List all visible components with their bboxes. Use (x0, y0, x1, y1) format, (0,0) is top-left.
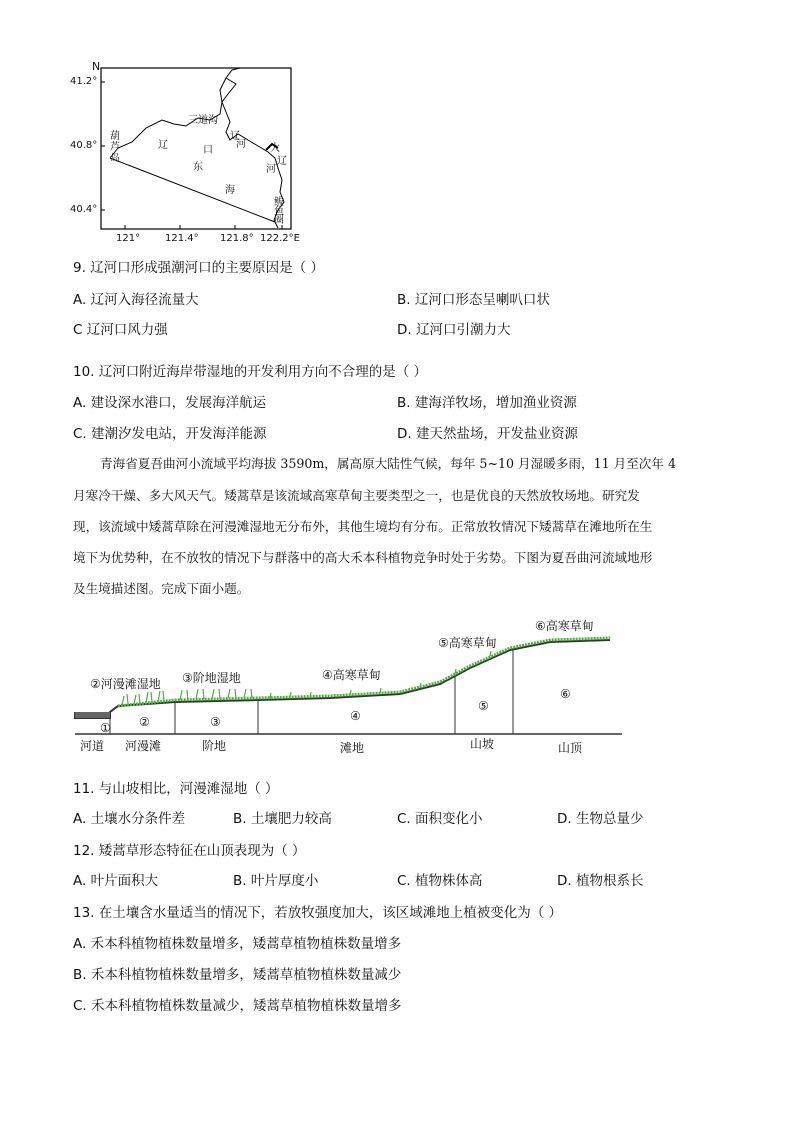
question-10-stem: 10. 辽河口附近海岸带湿地的开发利用方向不合理的是（ ） (73, 364, 428, 380)
question-10-option-a: A. 建设深水港口，发展海洋航运 (73, 395, 267, 411)
question-13-option-a: A. 禾本科植物植株数量增多，矮蒿草植物植株数量增多 (73, 936, 402, 952)
question-13-stem: 13. 在土壤含水量适当的情况下，若放牧强度加大，该区域滩地上植被变化为（ ） (73, 905, 563, 921)
question-10-option-d: D. 建天然盐场，开发盐业资源 (397, 426, 578, 442)
question-11-option-c: C. 面积变化小 (397, 811, 483, 827)
coastline (110, 68, 284, 228)
question-10-option-c: C. 建潮汐发电站，开发海洋能源 (73, 426, 267, 442)
question-11-option-d: D. 生物总量少 (557, 811, 644, 827)
zone-number: ③ (210, 715, 221, 729)
huludao-label: 岛 (110, 153, 120, 164)
question-12-option-b: B. 叶片厚度小 (233, 873, 319, 889)
zone-bottom-label: 滩地 (340, 741, 365, 755)
zone-number: ② (139, 715, 150, 729)
zone-top-label: ⑤高寒草甸 (438, 636, 497, 650)
question-12-option-c: C. 植物株体高 (397, 873, 483, 889)
question-13-option-c: C. 禾本科植物植株数量减少，矮蒿草植物植株数量增多 (73, 998, 402, 1014)
liaohekou-label: 河 (236, 139, 246, 150)
sandaogou-label: 三道沟 (188, 115, 218, 126)
liaodong-hai-label: 辽 (158, 140, 168, 151)
zone-top-label: ③阶地湿地 (182, 671, 241, 685)
question-10-option-b: B. 建海洋牧场，增加渔业资源 (397, 395, 577, 411)
question-11-option-a: A. 土壤水分条件差 (73, 811, 186, 827)
passage-line: 青海省夏吾曲河小流域平均海拔 3590m，属高原大陆性气候，每年 5~10 月湿暖多雨，11 月至次年 4 (100, 456, 677, 471)
passage-line: 月寒冷干燥、多大风天气。矮蒿草是该流域高寒草甸主要类型之一，也是优良的天然放牧场地。研究发 (73, 488, 640, 503)
passage-line: 现，该流域中矮蒿草除在河漫滩湿地无分布外，其他生境均有分布。正常放牧情况下矮蒿草在滩地所在生 (73, 519, 653, 534)
liaohekou-label: 辽 (230, 131, 240, 142)
zone-bottom-label: 山坡 (470, 737, 495, 751)
zone-number: ⑤ (478, 699, 489, 713)
huludao-label: 芦 (110, 142, 120, 153)
liaohe-estuary-map (70, 62, 300, 247)
question-9-option-b: B. 辽河口形态呈喇叭口状 (397, 292, 550, 308)
question-13-option-b: B. 禾本科植物植株数量增多，矮蒿草植物植株数量减少 (73, 967, 402, 983)
zone-bottom-label: 阶地 (202, 739, 227, 753)
grass-tufts (122, 651, 491, 705)
map-north-label: N (92, 60, 101, 73)
question-9-option-d: D. 辽河口引潮力大 (397, 322, 511, 338)
question-12-stem: 12. 矮蒿草形态特征在山顶表现为（ ） (73, 843, 306, 859)
map-lat-label: 41.2° (70, 76, 98, 87)
question-11-stem: 11. 与山坡相比，河漫滩湿地（ ） (73, 781, 279, 797)
dalianghe-label: 河 (266, 164, 276, 175)
passage-line: 及生境描述图。完成下面小题。 (73, 581, 250, 596)
terrain-habitat-diagram (70, 612, 630, 762)
zone-top-label: ⑥高寒草甸 (535, 619, 594, 633)
question-9-option-c: C 辽河口风力强 (73, 322, 168, 338)
zone-bottom-label: 河道 (80, 739, 105, 753)
zone-number: ① (100, 721, 111, 735)
map-lon-label: 121° (116, 233, 141, 244)
liaodong-hai-label: 海 (225, 185, 235, 196)
dalianghe-label: 大 (270, 143, 280, 154)
liaohekou-label: 口 (203, 145, 213, 156)
zone-top-label: ④高寒草甸 (322, 668, 381, 682)
question-9-stem: 9. 辽河口形成强潮河口的主要原因是（ ） (73, 260, 324, 276)
bayuquan-label: 圈 (274, 215, 284, 226)
map-ticks (101, 82, 282, 229)
map-lon-label: 121.4° (165, 233, 199, 244)
passage-line: 境下为优势种，在不放牧的情况下与群落中的高大禾本科植物竞争时处于劣势。下图为夏吾曲河流域地形 (73, 550, 653, 565)
huludao-label: 葫 (110, 131, 120, 142)
bayuquan-label: 鱼 (274, 206, 284, 217)
zone-bottom-label: 山顶 (558, 741, 583, 755)
zone-bottom-label: 河漫滩 (125, 739, 162, 753)
question-11-option-b: B. 土壤肥力较高 (233, 811, 332, 827)
question-9-option-a: A. 辽河入海径流量大 (73, 292, 199, 308)
map-lon-label: 121.8° (220, 233, 254, 244)
map-lat-label: 40.8° (70, 140, 98, 151)
zone-number: ④ (350, 709, 361, 723)
zone-top-label: ②河漫滩湿地 (90, 677, 161, 691)
map-figure (70, 62, 300, 247)
question-12-option-a: A. 叶片面积大 (73, 873, 159, 889)
river-channel (75, 712, 110, 718)
bayuquan-label: 鲅 (274, 197, 284, 208)
zone-dividers (110, 649, 513, 734)
map-lon-label: 122.2°E (260, 233, 300, 244)
map-lat-label: 40.4° (70, 204, 98, 215)
question-12-option-d: D. 植物根系长 (557, 873, 644, 889)
liaodong-hai-label: 东 (193, 162, 203, 173)
zone-number: ⑥ (560, 687, 571, 701)
dalianghe-label: 辽 (277, 156, 287, 167)
